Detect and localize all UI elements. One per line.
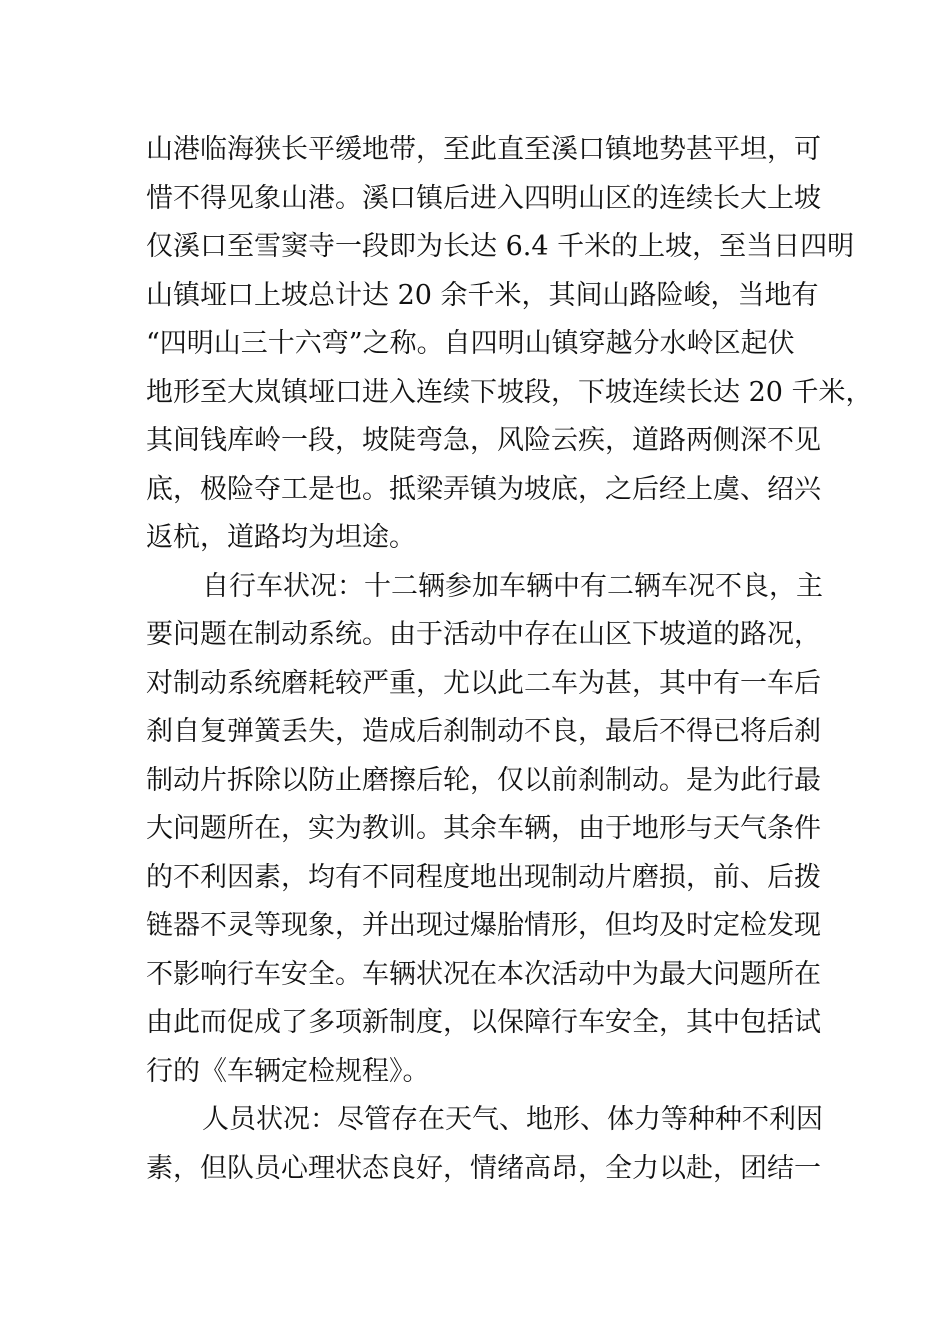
text-line: 要问题在制动系统。由于活动中存在山区下坡道的路况， — [146, 619, 821, 650]
text-line: 山镇垭口上坡总计达 20 余千米，其间山路险峻，当地有 — [146, 279, 819, 311]
text-line: 制动片拆除以防止磨擦后轮，仅以前刹制动。是为此行最 — [146, 764, 821, 796]
text-line: 不影响行车安全。车辆状况在本次活动中为最大问题所在 — [146, 958, 821, 990]
text-line: 其间钱库岭一段，坡陡弯急，风险云疾，道路两侧深不见 — [146, 425, 821, 456]
text-line: 仅溪口至雪窦寺一段即为长达 6.4 千米的上坡，至当日四明 — [146, 231, 855, 262]
text-line: 地形至大岚镇垭口进入连续下坡段，下坡连续长达 20 千米， — [146, 376, 873, 408]
text-line: 对制动系统磨耗较严重，尤以此二车为甚，其中有一车后 — [146, 667, 821, 699]
text-line: “四明山三十六弯”之称。自四明山镇穿越分水岭区起伏 — [146, 328, 795, 359]
paragraph-bicycle-status — [146, 563, 826, 1097]
paragraph-route — [146, 126, 873, 563]
text-line: 大问题所在，实为教训。其余车辆，由于地形与天气条件 — [146, 813, 821, 844]
text-line: 由此而促成了多项新制度，以保障行车安全，其中包括试 — [146, 1007, 821, 1038]
text-line: 链器不灵等现象，并出现过爆胎情形，但均及时定检发现 — [146, 910, 821, 941]
text-line: 底，极险夺工是也。抵梁弄镇为坡底，之后经上虞、绍兴 — [146, 473, 821, 505]
text-line: 行的《车辆定检规程》。 — [146, 1055, 430, 1087]
text-line: 素，但队员心理状态良好，情绪高昂，全力以赴，团结一 — [146, 1152, 821, 1184]
document-body — [146, 126, 873, 1193]
text-line: 山港临海狭长平缓地带，至此直至溪口镇地势甚平坦，可 — [146, 134, 821, 165]
text-line: 自行车状况：十二辆参加车辆中有二辆车况不良，主 — [202, 570, 823, 602]
text-line: 的不利因素，均有不同程度地出现制动片磨损，前、后拨 — [146, 861, 821, 893]
text-line: 刹自复弹簧丢失，造成后刹制动不良，最后不得已将后刹 — [146, 716, 821, 747]
paragraph-personnel-status — [146, 1096, 826, 1193]
text-line: 人员状况：尽管存在天气、地形、体力等种种不利因 — [202, 1104, 823, 1135]
text-line: 返杭，道路均为坦途。 — [146, 522, 416, 553]
text-line: 惜不得见象山港。溪口镇后进入四明山区的连续长大上坡 — [146, 182, 821, 214]
